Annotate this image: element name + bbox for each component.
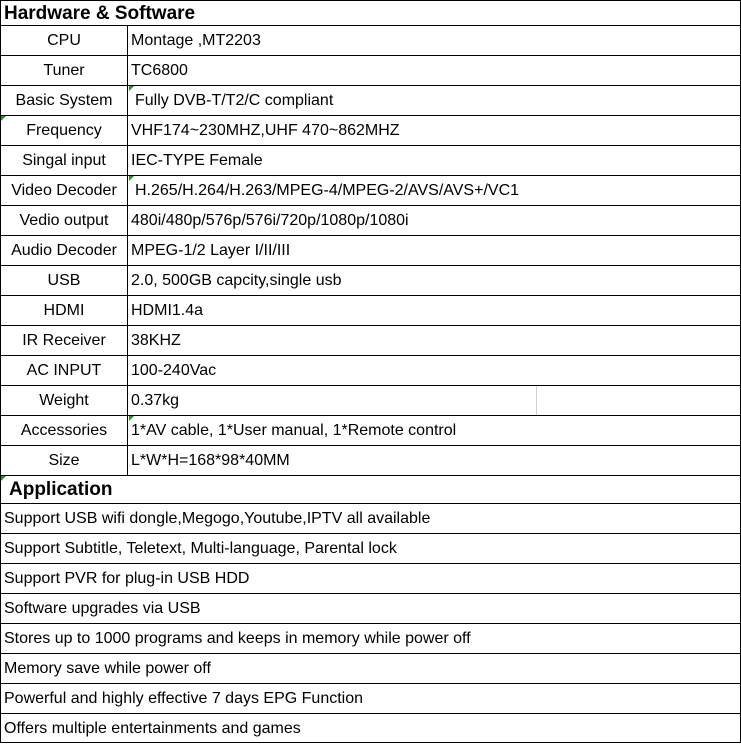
spec-value: H.265/H.264/H.263/MPEG-4/MPEG-2/AVS/AVS+/VC1	[135, 182, 520, 199]
spec-value: VHF174~230MHZ,UHF 470~862MHZ	[131, 122, 400, 139]
spec-value: 38KHZ	[131, 332, 181, 349]
application-header	[1, 476, 740, 504]
application-item: Support Subtitle, Teletext, Multi-language, Parental lock	[1, 534, 740, 564]
spec-label: USB	[1, 266, 128, 295]
spec-row-accessories	[1, 416, 740, 446]
spec-row-weight	[1, 386, 740, 416]
cell-marker-icon	[129, 416, 134, 421]
spec-label: HDMI	[1, 296, 128, 325]
cell-marker-icon	[1, 476, 6, 481]
application-item: Support PVR for plug-in USB HDD	[1, 564, 740, 594]
application-item: Support USB wifi dongle,Megogo,Youtube,IPTV all available	[1, 504, 740, 534]
hardware-software-header: Hardware & Software	[1, 1, 740, 26]
cell-marker-icon	[129, 176, 134, 181]
application-item: Stores up to 1000 programs and keeps in memory while power off	[1, 624, 740, 654]
cell-marker-icon	[129, 86, 134, 91]
spec-row-cpu	[1, 26, 740, 56]
spec-value: IEC-TYPE Female	[131, 152, 263, 169]
spec-row-frequency	[1, 116, 740, 146]
cell-marker-icon	[1, 116, 6, 121]
spec-label: Accessories	[1, 416, 128, 445]
spec-value: 0.37kg	[131, 392, 180, 409]
spec-label: IR Receiver	[1, 326, 128, 355]
application-item: Software upgrades via USB	[1, 594, 740, 624]
spec-row-usb	[1, 266, 740, 296]
spec-value: Fully DVB-T/T2/C compliant	[135, 92, 334, 109]
spec-label: Tuner	[1, 56, 128, 85]
spec-row-signal-input	[1, 146, 740, 176]
application-item: Powerful and highly effective 7 days EPG Function	[1, 684, 740, 714]
application-title: Application	[9, 479, 113, 500]
spec-row-hdmi	[1, 296, 740, 326]
spec-value: 1*AV cable, 1*User manual, 1*Remote control	[131, 422, 457, 439]
spec-label: CPU	[1, 26, 128, 55]
spec-label: AC INPUT	[1, 356, 128, 385]
spec-label: Audio Decoder	[1, 236, 128, 265]
spec-label: Weight	[1, 386, 128, 415]
spec-label: Singal input	[1, 146, 128, 175]
spec-row-size	[1, 446, 740, 476]
spec-value: 480i/480p/576p/576i/720p/1080p/1080i	[131, 212, 409, 229]
spec-label: Basic System	[1, 86, 128, 115]
spec-row-basic-system	[1, 86, 740, 116]
spec-value: TC6800	[131, 62, 188, 79]
application-item: Offers multiple entertainments and games	[4, 720, 301, 737]
spec-label: Frequency	[1, 116, 128, 145]
spec-row-video-output	[1, 206, 740, 236]
spec-value: 2.0, 500GB capcity,single usb	[131, 272, 342, 289]
cell-divider	[536, 386, 537, 415]
application-item: Memory save while power off	[1, 654, 740, 684]
spec-row-tuner	[1, 56, 740, 86]
spec-label: Video Decoder	[1, 176, 128, 205]
spec-label: Vedio output	[1, 206, 128, 235]
spec-row-audio-decoder	[1, 236, 740, 266]
spec-value: HDMI1.4a	[131, 302, 204, 319]
spec-value: 100-240Vac	[131, 362, 217, 379]
spec-label: Size	[1, 446, 128, 475]
spec-value: Montage ,MT2203	[131, 32, 261, 49]
spec-value: MPEG-1/2 Layer I/II/III	[131, 242, 291, 259]
spec-row-video-decoder	[1, 176, 740, 206]
spec-row-ir-receiver	[1, 326, 740, 356]
spec-value: L*W*H=168*98*40MM	[131, 452, 290, 469]
spec-row-ac-input	[1, 356, 740, 386]
